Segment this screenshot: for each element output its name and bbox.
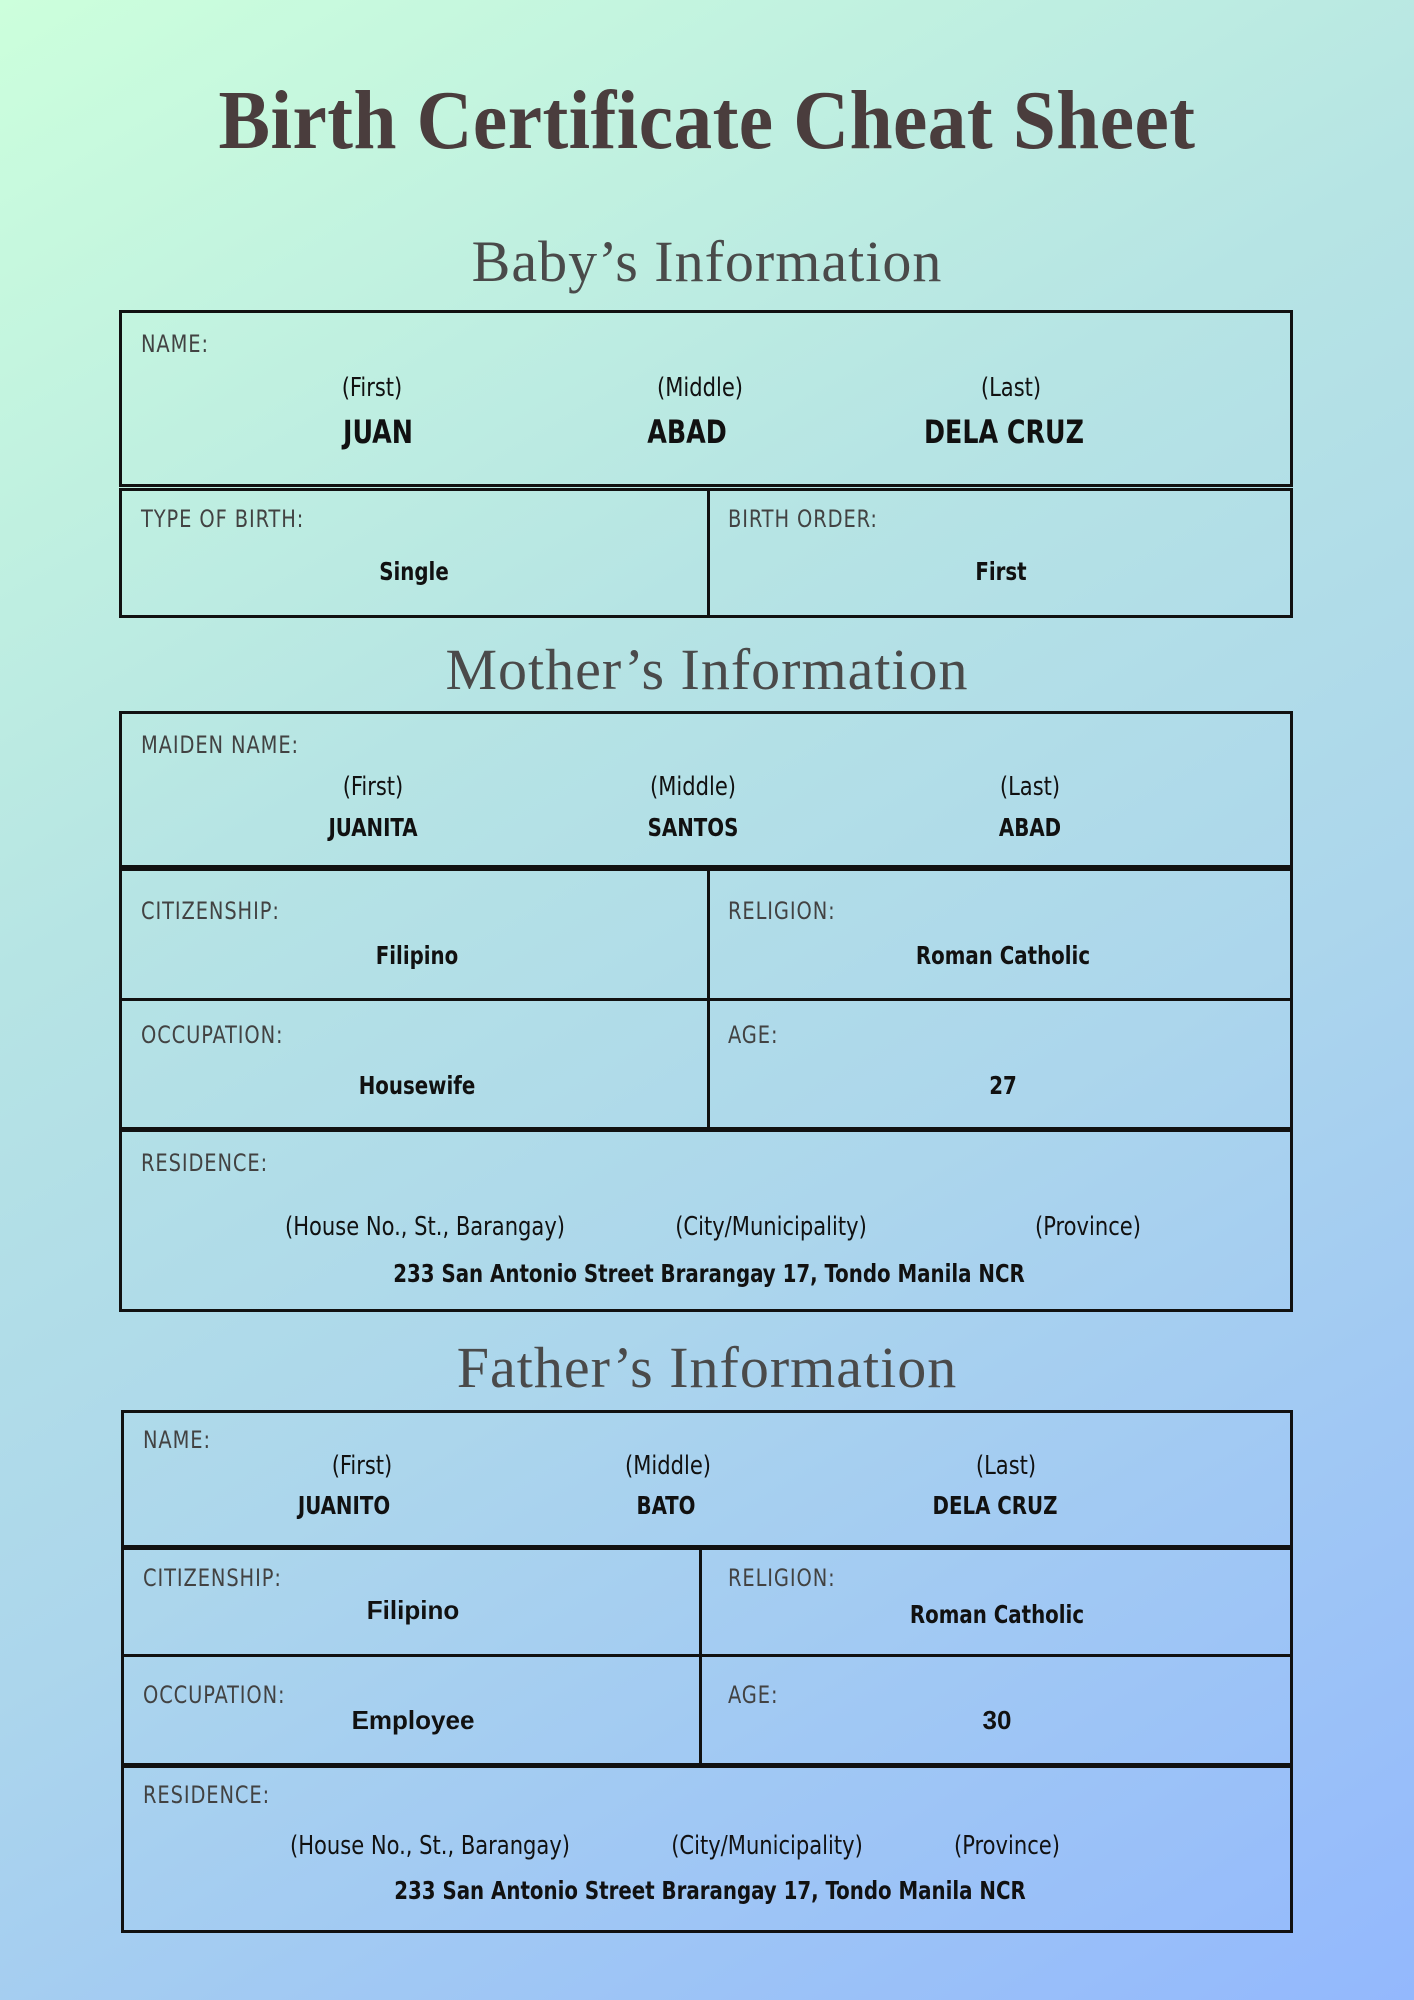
mother-occupation-label: OCCUPATION:: [141, 1021, 284, 1049]
father-residence-value: 233 San Antonio Street Brarangay 17, Tondo Manila NCR: [394, 1876, 1026, 1905]
father-religion-label: RELIGION:: [728, 1564, 836, 1592]
mother-first-name: JUANITA: [328, 813, 418, 842]
divider: [124, 1654, 1290, 1657]
mother-maiden-name-label: MAIDEN NAME:: [141, 731, 299, 759]
mother-middle-name: SANTOS: [647, 813, 739, 842]
birth-order-value: First: [975, 557, 1027, 586]
divider: [707, 491, 710, 615]
birth-order-label: BIRTH ORDER:: [728, 505, 878, 533]
father-name-box: [121, 1410, 1293, 1548]
father-city-label: (City/Municipality): [671, 1831, 863, 1861]
divider: [122, 998, 1290, 1001]
father-details-box: [121, 1547, 1293, 1766]
baby-section-heading: Baby’s Information: [471, 229, 943, 294]
mother-age-value: 27: [989, 1071, 1017, 1100]
mother-occupation-value: Housewife: [358, 1071, 476, 1100]
father-residence-box: [121, 1765, 1293, 1933]
mother-first-label: (First): [342, 772, 404, 802]
baby-last-label: (Last): [980, 373, 1042, 403]
type-of-birth-label: TYPE OF BIRTH:: [141, 505, 305, 533]
baby-middle-name: ABAD: [647, 413, 727, 451]
mother-details-box: [119, 868, 1293, 1130]
father-residence-label: RESIDENCE:: [143, 1781, 271, 1809]
baby-first-name: JUAN: [343, 413, 413, 451]
mother-age-label: AGE:: [728, 1021, 779, 1049]
father-occupation-label: OCCUPATION:: [143, 1681, 286, 1709]
baby-name-label: NAME:: [141, 330, 209, 358]
father-street-label: (House No., St., Barangay): [290, 1831, 570, 1861]
mother-citizenship-value: Filipino: [375, 941, 459, 970]
mother-city-label: (City/Municipality): [675, 1212, 867, 1242]
father-first-name: JUANITO: [297, 1491, 391, 1520]
mother-residence-value: 233 San Antonio Street Brarangay 17, Tondo Manila NCR: [393, 1259, 1025, 1288]
father-middle-label: (Middle): [625, 1451, 711, 1481]
father-religion-value: Roman Catholic: [909, 1600, 1085, 1629]
mother-name-box: [119, 711, 1293, 868]
mother-street-label: (House No., St., Barangay): [285, 1212, 565, 1242]
baby-first-label: (First): [341, 373, 403, 403]
father-citizenship-label: CITIZENSHIP:: [143, 1564, 282, 1592]
father-occupation-value: Employee: [351, 1705, 475, 1735]
father-first-label: (First): [331, 1451, 393, 1481]
father-province-label: (Province): [954, 1831, 1060, 1861]
mother-citizenship-label: CITIZENSHIP:: [141, 897, 280, 925]
father-middle-name: BATO: [636, 1491, 696, 1520]
father-last-name: DELA CRUZ: [932, 1491, 1058, 1520]
baby-birth-details-box: [119, 488, 1293, 618]
father-age-value: 30: [982, 1705, 1012, 1735]
mother-last-name: ABAD: [998, 813, 1062, 842]
mother-last-label: (Last): [999, 772, 1061, 802]
mother-religion-value: Roman Catholic: [915, 941, 1091, 970]
father-name-label: NAME:: [143, 1426, 211, 1454]
baby-name-box: [119, 310, 1293, 487]
father-citizenship-value: Filipino: [366, 1595, 460, 1625]
baby-last-name: DELA CRUZ: [924, 413, 1084, 451]
father-last-label: (Last): [975, 1451, 1037, 1481]
baby-middle-label: (Middle): [657, 373, 743, 403]
mother-residence-label: RESIDENCE:: [141, 1149, 269, 1177]
type-of-birth-value: Single: [379, 557, 449, 586]
mother-residence-box: [119, 1129, 1293, 1312]
mother-religion-label: RELIGION:: [728, 897, 836, 925]
father-section-heading: Father’s Information: [456, 1335, 958, 1400]
mother-province-label: (Province): [1035, 1212, 1141, 1242]
page-title: Birth Certificate Cheat Sheet: [218, 74, 1196, 167]
mother-middle-label: (Middle): [650, 772, 736, 802]
mother-section-heading: Mother’s Information: [445, 637, 969, 702]
father-age-label: AGE:: [728, 1681, 779, 1709]
